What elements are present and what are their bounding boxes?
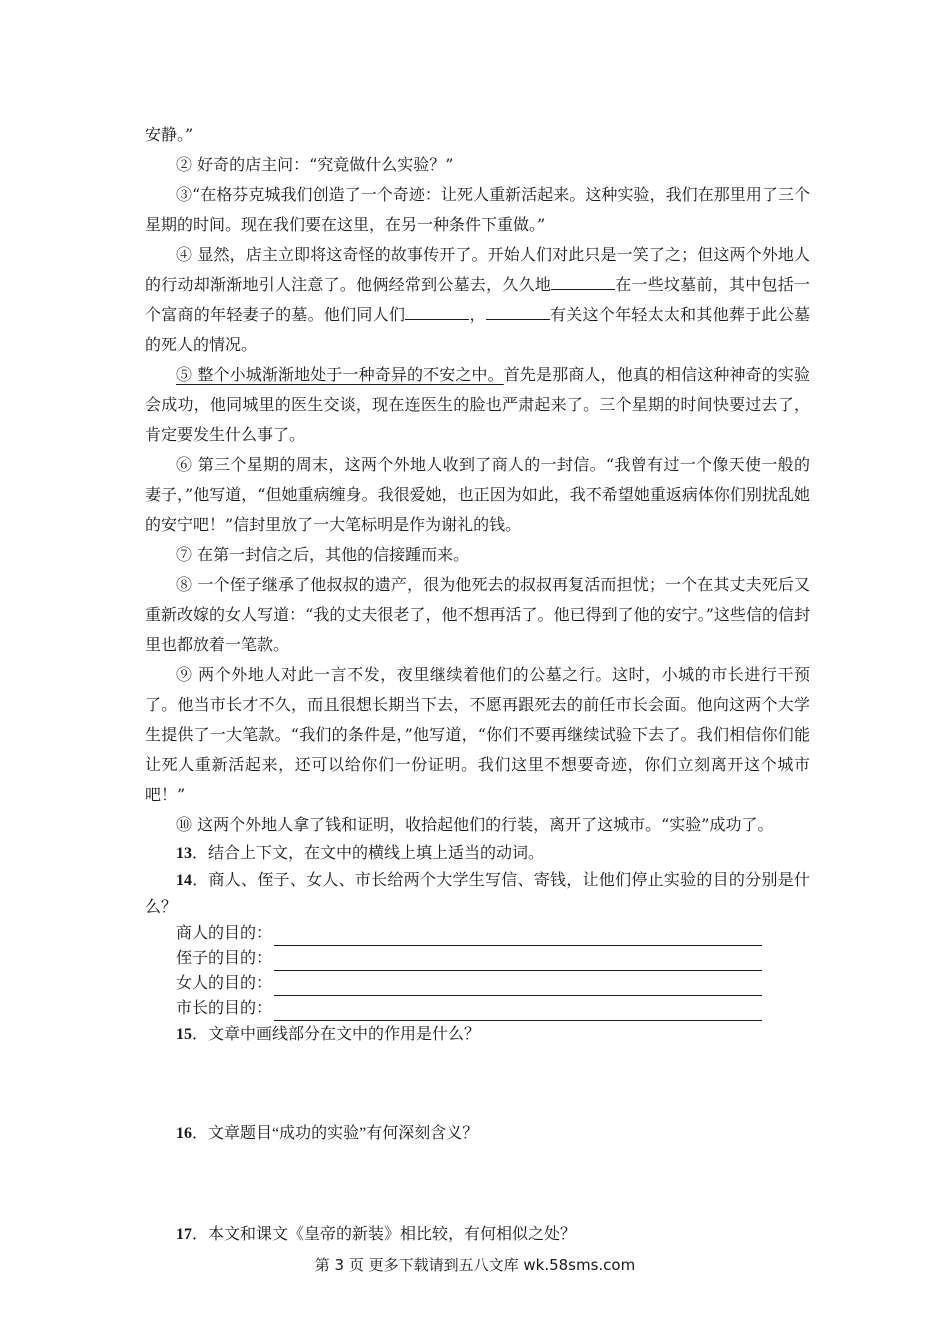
answer-label: 侄子的目的：	[176, 950, 273, 967]
paragraph-7: ⑦ 在第一封信之后，其他的信接踵而来。	[176, 545, 470, 564]
paragraph-3: ③“在格芬克城我们创造了一个奇迹：让死人重新活起来。这种实验，我们在那里用了三个星期的时间。现在我们要在这里，在另一种条件下重做。”	[145, 185, 810, 234]
paragraph-5	[145, 360, 810, 450]
fill-blank-2[interactable]	[405, 302, 469, 320]
answer-row-merchant	[145, 921, 810, 946]
answer-line[interactable]	[274, 927, 762, 946]
question-15-text: ．文章中画线部分在文中的作用是什么？	[192, 1026, 481, 1043]
answer-label: 市长的目的：	[176, 1000, 273, 1017]
answer-row-nephew	[145, 946, 810, 971]
paragraph-4-part-c: ，	[469, 305, 486, 324]
question-17-number: 17	[176, 1226, 192, 1243]
question-13-number: 13	[176, 845, 192, 862]
paragraph-2: ② 好奇的店主问：“究竟做什么实验？”	[176, 155, 454, 174]
question-15-number: 15	[176, 1026, 192, 1043]
underlined-sentence: ⑤ 整个小城渐渐地处于一种奇异的不安之中。	[176, 365, 504, 384]
paragraph-6: ⑥ 第三个星期的周末，这两个外地人收到了商人的一封信。“我曾有过一个像天使一般的妻子，”他写道，“但她重病缠身。我很爱她，也正因为如此，我不希望她重返病体你们别扰乱她的安宁吧！”信封里放了一大笔标明是作为谢礼的钱。	[145, 455, 810, 534]
question-16	[145, 1120, 810, 1147]
paragraph-4-part-d: 有关这个年轻太太和其他葬于此公墓的死人的情况。	[145, 305, 810, 354]
answer-space-15[interactable]	[145, 1048, 810, 1120]
question-14-number: 14	[176, 872, 192, 889]
question-14-text: ．商人、侄子、女人、市长给两个大学生写信、寄钱，让他们停止实验的目的分别是什么？	[145, 872, 810, 916]
question-15	[145, 1021, 810, 1048]
paragraph-8: ⑧ 一个侄子继承了他叔叔的遗产，很为他死去的叔叔再复活而担忧；一个在其丈夫死后又重新改嫁的女人写道：“我的丈夫很老了，他不想再活了。他已得到了他的安宁。”这些信的信封里也都放着一笔款。	[145, 575, 810, 654]
question-13-text: ．结合上下文，在文中的横线上填上适当的动词。	[192, 845, 545, 862]
fill-blank-3[interactable]	[486, 302, 550, 320]
paragraph-5-rest: 首先是那商人，他真的相信这种神奇的实验会成功，他同城里的医生交谈，现在连医生的脸也严肃起来了。三个星期的时间快要过去了，肯定要发生什么事了。	[145, 365, 810, 444]
question-16-text: ．文章题目“成功的实验”有何深刻含义？	[192, 1125, 479, 1142]
question-13	[145, 840, 810, 867]
answer-line[interactable]	[274, 952, 762, 971]
paragraph-4-part-b: 在一些坟墓前，其中包括一个富商的年轻妻子的墓。他们同人们	[145, 275, 810, 324]
paragraph-4	[145, 240, 810, 360]
paragraph-continued: 安静。”	[145, 125, 194, 144]
answer-line[interactable]	[274, 1002, 762, 1021]
reading-passage	[145, 120, 810, 1248]
page-footer: 第 3 页 更多下载请到五八文库 wk.58sms.com	[314, 1256, 636, 1274]
paragraph-10: ⑩ 这两个外地人拿了钱和证明，收拾起他们的行装，离开了这城市。“实验”成功了。	[176, 815, 774, 834]
answer-row-mayor	[145, 996, 810, 1021]
question-16-number: 16	[176, 1125, 192, 1142]
answer-label: 商人的目的：	[176, 925, 273, 942]
answer-label: 女人的目的：	[176, 975, 273, 992]
answer-row-woman	[145, 971, 810, 996]
paragraph-4-part-a: ④ 显然，店主立即将这奇怪的故事传开了。开始人们对此只是一笑了之；但这两个外地人的行动却渐渐地引人注意了。他俩经常到公墓去，久久地	[145, 245, 810, 294]
question-14	[145, 867, 810, 921]
paragraph-9: ⑨ 两个外地人对此一言不发，夜里继续着他们的公墓之行。这时，小城的市长进行干预了。他当市长才不久，而且很想长期当下去，不愿再跟死去的前任市长会面。他向这两个大学生提供了一大笔款。“我们的条件是，”他写道，“你们不要再继续试验下去了。我们相信你们能让死人重新活起来，还可以给你们一份证明。我们这里不想要奇迹，你们立刻离开这个城市吧！”	[145, 665, 810, 804]
answer-line[interactable]	[274, 977, 762, 996]
answer-space-16[interactable]	[145, 1147, 810, 1221]
question-17-text: ．本文和课文《皇帝的新装》相比较，有何相似之处？	[192, 1226, 577, 1243]
fill-blank-1[interactable]	[551, 272, 615, 290]
question-17	[145, 1221, 810, 1248]
